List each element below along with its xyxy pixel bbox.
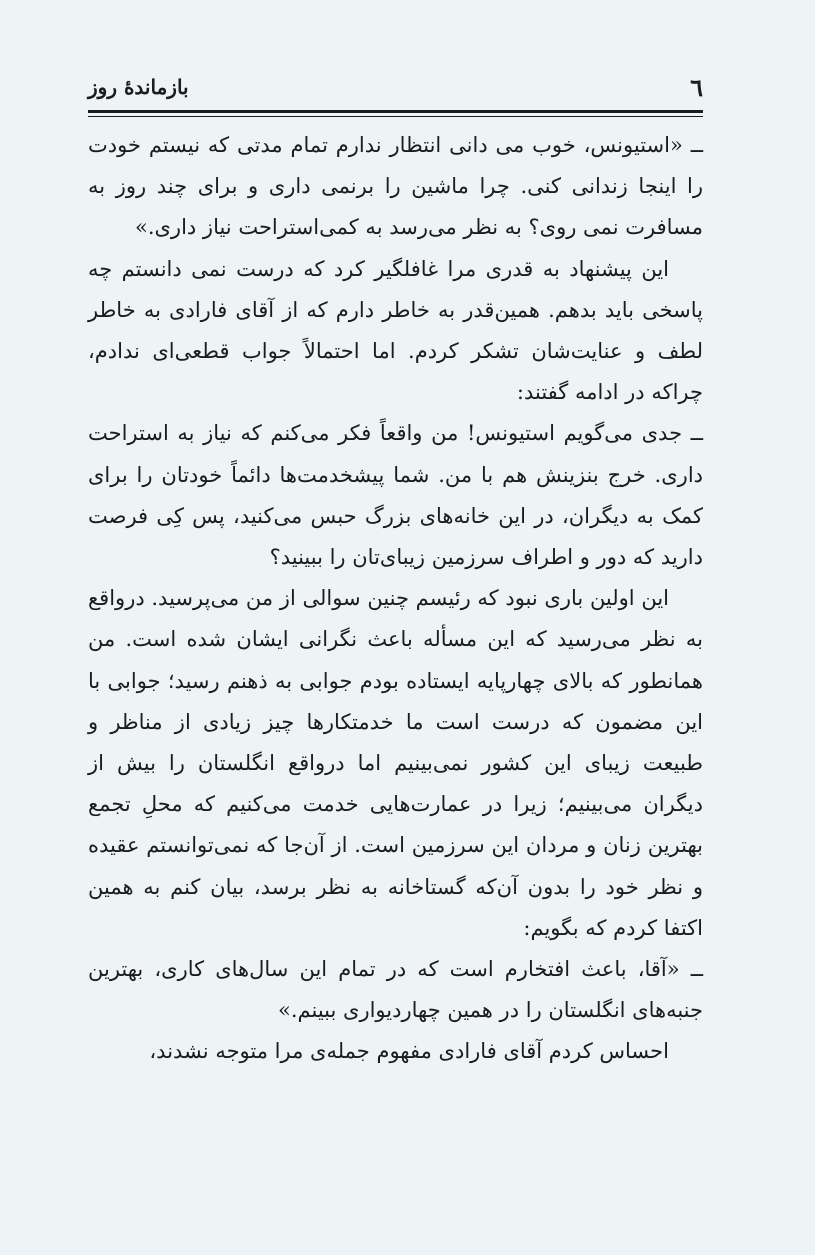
- paragraph: احساس کردم آقای فارادی مفهوم جمله‌ی مرا متوجه نشدند،: [149, 1039, 669, 1064]
- body-text: [88, 125, 703, 1073]
- page-header: [88, 70, 703, 104]
- paragraph: این پیشنهاد به قدری مرا غافلگیر کرد که درست نمی دانستم چه پاسخی باید بدهم. همین‌قدر به خاطر دارم که از آقای فارادی به خاطر لطف و عنایت‌شان تشکر کردم. اما احتمالاً جواب قطعی‌ای ندادم، چراکه در ادامه گفتند:: [88, 256, 703, 405]
- running-title: بازماندهٔ روز: [88, 75, 189, 99]
- header-rule-thick: [88, 110, 703, 113]
- header-rule-thin: [88, 116, 703, 117]
- paragraph: ــ «آقا، باعث افتخارم است که در تمام این سال‌های کاری، بهترین جنبه‌های انگلستان را در همین چهاردیواری ببینم.»: [88, 957, 703, 1023]
- paragraph: ــ «استیونس، خوب می دانی انتظار ندارم تمام مدتی که نیستم خودت را اینجا زندانی کنی. چرا ماشین را برنمی داری و برای چند روز به مسافرت نمی روی؟ به نظر می‌رسد به کمی‌استراحت نیاز داری.»: [88, 133, 703, 240]
- paragraph: این اولین باری نبود که رئیسم چنین سوالی از من می‌پرسید. درواقع به نظر می‌رسید که این مسأله باعث نگرانی ایشان شده است. من همانطور که بالای چهارپایه ایستاده بودم جوابی به ذهنم رسید؛ جوابی با این مضمون که درست است ما خدمتکارها چیز زیادی از مناظر و طبیعت زیبای این کشور نمی‌بینیم اما درواقع انگلستان را بیش از دیگران می‌بینیم؛ زیرا در عمارت‌هایی خدمت می‌کنیم که محلِ تجمع بهترین زنان و مردان این سرزمین است. از آن‌جا که نمی‌توانستم عقیده و نظر خود را بدون آن‌که گستاخانه به نظر برسد، بیان کنم به همین اکتفا کردم که بگویم:: [88, 586, 703, 940]
- page-number: ٦: [690, 72, 703, 102]
- paragraph: ــ جدی می‌گویم استیونس! من واقعاً فکر می‌کنم که نیاز به استراحت داری. خرج بنزینش هم با من. شما پیشخدمت‌ها دائماً خودتان را برای کمک به دیگران، در این خانه‌های بزرگ حبس می‌کنید، پس کِی فرصت دارید که دور و اطراف سرزمین زیبای‌تان را ببینید؟: [88, 421, 703, 570]
